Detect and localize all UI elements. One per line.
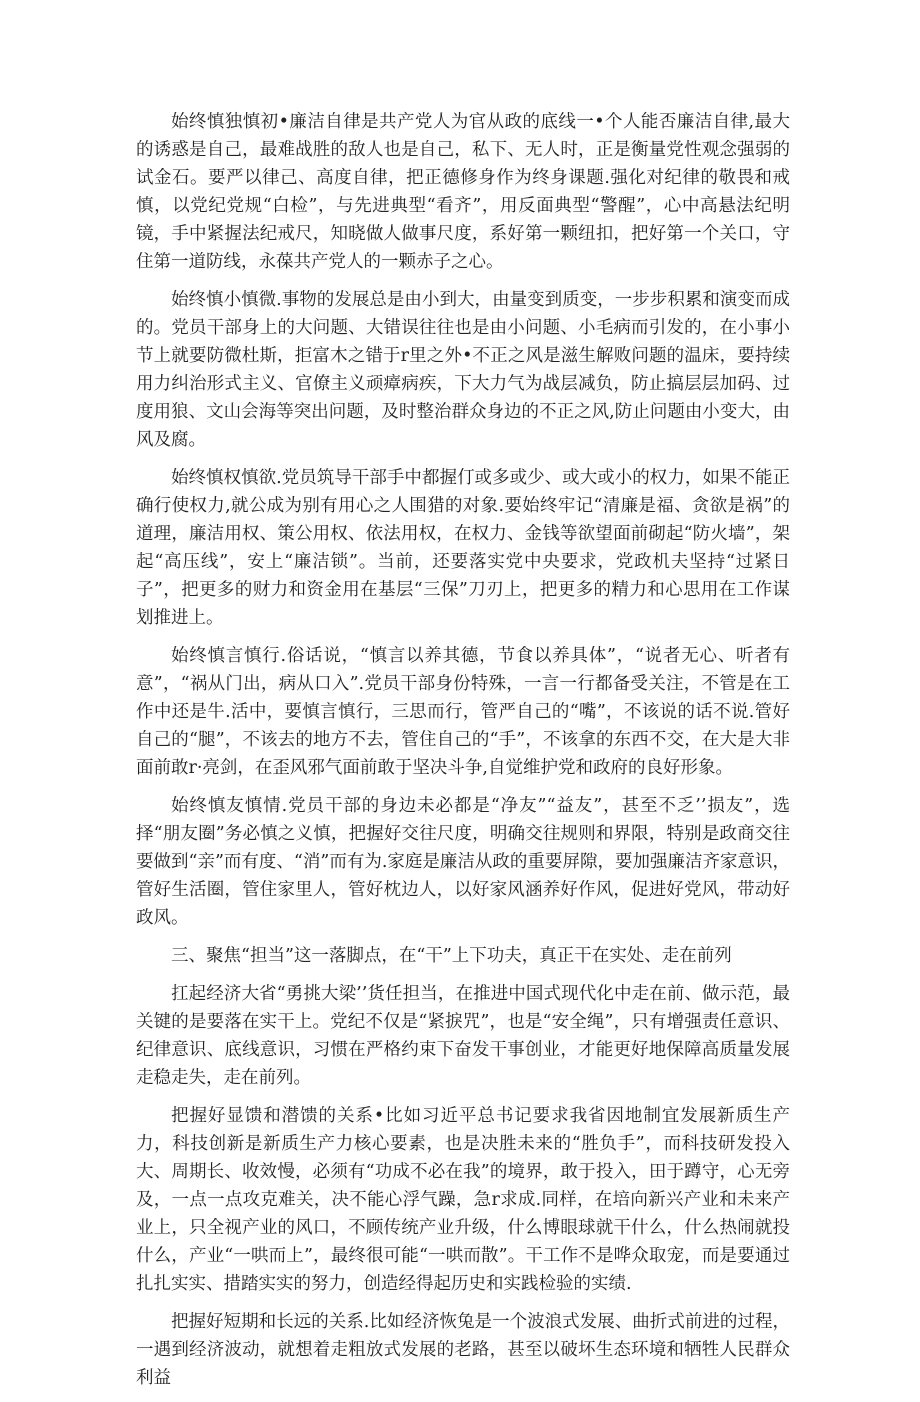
paragraph-xianji-qianji: 把握好显馈和潜馈的关系•比如习近平总书记要求我省因地制宜发展新质生产力，科技创新是新质生产力核心要素，也是决胜未来的“胜负手”，而科技研发投入大、周期长、收效慢，必须有“功成不必在我”的境界，敢于投入，田于蹲守，心无旁及，一点一点攻克难关，决不能心浮气躁，急r求成.同样，在培向新兴产业和未来产业上，只全视产业的风口，不顾传统产业升级，什么博眼球就干什么，什么热闹就投什么，产业“一哄而上”，最终很可能“一哄而散”。干工作不是哗众取宠，而是要通过扎扎实实、措踏实实的努力，创造经得起历史和实践检验的实绩. [136, 1106, 790, 1294]
paragraph-duanqi-changyuan: 把握好短期和长远的关系.比如经济恢兔是一个波浪式发展、曲折式前进的过程，一遇到经济波动，就想着走粗放式发展的老路，甚至以破坏生态环境和牺牲人民群众利益 [136, 1312, 790, 1388]
paragraph-shendu: 始终慎独慎初•廉洁自律是共产党人为官从政的底线一•个人能否廉洁自律,最大的诱惑是自己，最难战胜的敌人也是自己，私下、无人时，正是衡量党性观念强弱的试金石。要严以律己、高度自律，把正德修身作为终身课题.强化对纪律的敬畏和戒慎，以党纪党规“白检”，与先进典型“看齐”，用反面典型“警醒”，心中高悬法纪明镜，手中紧握法纪戒尺，知晓做人做事尺度，系好第一颗纽扣，把好第一个关口，守住第一道防线，永葆共产党人的一颗赤子之心。 [136, 112, 790, 272]
paragraph-shenquan: 始终慎权慎欲.党员筑导干部手中都握仃或多或少、或大或小的权力，如果不能正确行使权力,就公成为别有用心之人围猎的对象.要始终牢记“清廉是福、贪欲是祸”的道理，廉洁用权、策公用权、依法用权，在权力、金钱等欲望面前砌起“防火墙”，架起“高压线”，安上“廉洁锁”。当前，还要落实党中央要求，党政机夫坚持“过紧日子”，把更多的财力和资金用在基层“三保”刀刃上，把更多的精力和心思用在工作谋划推进上。 [136, 468, 790, 628]
document-body [136, 108, 790, 1402]
paragraph-dandang: 扛起经济大省“勇挑大梁’’货任担当，在推进中国式现代化中走在前、做示范，最关键的是要落在实干上。党纪不仅是“紧捩咒”，也是“安全绳”，只有增强责任意识、纪律意识、底线意识，习惯在严格约束下奋发干事创业，才能更好地保障高质量发展走稳走失，走在前列。 [136, 984, 790, 1088]
section-heading: 三、聚焦“担当”这一落脚点，在“干”上下功夫，真正干在实处、走在前列 [171, 946, 732, 966]
paragraph-shenxiao: 始终慎小慎微.事物的发展总是由小到大，由量变到质变，一步步积累和演变而成的。党员干部身上的大问题、大错误往往也是由小问题、小毛病而引发的，在小事小节上就要防微杜斯，拒富木之错于r里之外•不正之风是滋生解败问题的温床，要持续用力纠治形式主义、官僚主义顽瘴病疾，下大力气为战层减负，防止搞层层加码、过度用狼、文山会海等突出问题，及时整治群众身边的不正之风,防止问题由小变大，由风及腐。 [136, 290, 790, 450]
paragraph-shenyan: 始终慎言慎行.俗话说，“慎言以养其德，节食以养具体”，“说者无心、听者有意”，“祸从门出，病从口入”.党员干部身份特殊，一言一行都备受关注，不管是在工作中还是牛.活中，要慎言慎行，三思而行，管严自己的“嘴”，不该说的话不说.管好自己的“腿”，不该去的地方不去，管住自己的“手”，不该拿的东西不交，在大是大非面前敢r·亮剑，在歪风邪气面前敢于坚决斗争,自觉维护党和政府的良好形象。 [136, 646, 790, 778]
paragraph-shenyou: 始终慎友慎情.党员干部的身边未必都是“净友”“益友”，甚至不乏’’损友”，选择“朋友圈”务必慎之义慎，把握好交往尺度，明确交往规则和界限，特别是政商交往要做到“亲”而有度、“消”而有为.家庭是廉洁从政的重要屏隙，要加强廉洁齐家意识，管好生活圈，管住家里人，管好枕边人，以好家风涵养好作风，促进好党风，带动好政风。 [136, 796, 790, 928]
